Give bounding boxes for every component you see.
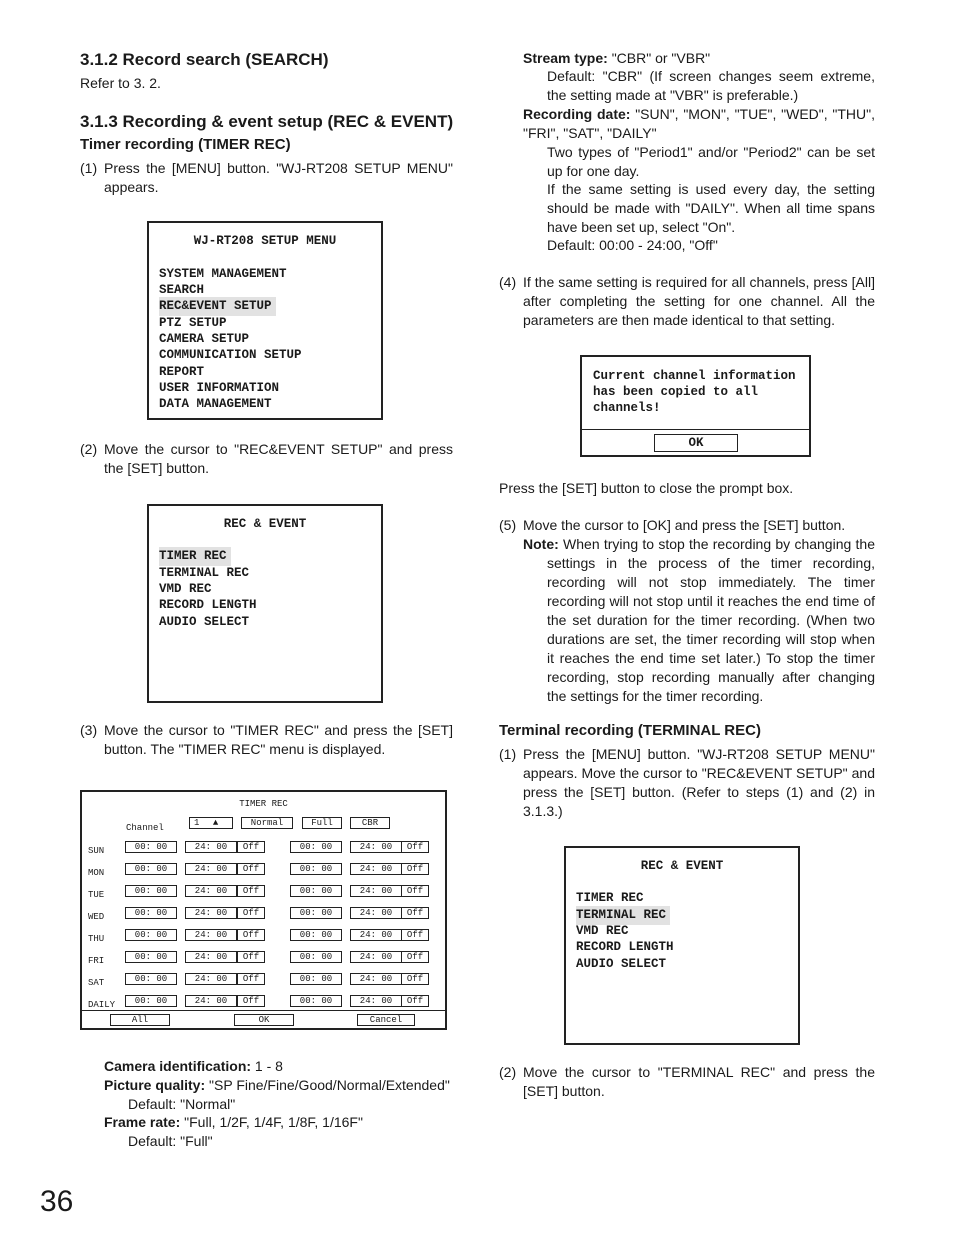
cell-p1-end[interactable]: 24: 00	[185, 951, 237, 963]
search-refer-text: Refer to 3. 2.	[80, 75, 161, 91]
cell-p2-toggle[interactable]: Off	[401, 995, 429, 1007]
cell-p1-end[interactable]: 24: 00	[185, 995, 237, 1007]
recording-date-value: "SUN", "MON", "TUE", "WED", "THU", "FRI", "SAT", "DAILY"	[523, 106, 875, 141]
menu-item-communication-setup[interactable]: COMMUNICATION SETUP	[159, 348, 302, 362]
cancel-button[interactable]: Cancel	[357, 1014, 415, 1026]
stream-type-default: Default: "CBR" (If screen changes seem extreme, the setting made at "VBR" is preferable.)	[547, 68, 875, 103]
row-day-label: SUN	[88, 846, 105, 856]
step-1	[80, 159, 453, 199]
cell-p1-start[interactable]: 00: 00	[125, 973, 177, 985]
menu-item-user-information[interactable]: USER INFORMATION	[159, 381, 280, 395]
step-text: Move the cursor to "TERMINAL REC" and press the [SET] button.	[523, 1064, 875, 1099]
step-number: (1)	[80, 160, 98, 176]
cell-p1-start[interactable]: 00: 00	[125, 885, 177, 897]
menu-item-vmd-rec[interactable]: VMD REC	[576, 924, 629, 938]
timer-rec-screen	[80, 790, 447, 1030]
cell-p2-end[interactable]: 24: 00	[350, 907, 402, 919]
stream-type-value: "CBR" or "VBR"	[607, 50, 711, 66]
row-day-label: WED	[88, 912, 105, 922]
menu-item-record-length[interactable]: RECORD LENGTH	[159, 598, 257, 612]
picture-quality-label: Picture quality:	[104, 1077, 206, 1093]
copy-dialog	[580, 355, 811, 457]
frame-rate-default: Default: "Full"	[128, 1133, 213, 1149]
menu-item-ptz-setup[interactable]: PTZ SETUP	[159, 316, 227, 330]
row-day-label: DAILY	[88, 1000, 116, 1010]
cell-p2-start[interactable]: 00: 00	[290, 995, 342, 1007]
cell-p1-toggle[interactable]: Off	[237, 995, 265, 1007]
cell-p2-toggle[interactable]: Off	[401, 929, 429, 941]
setup-menu-title: WJ-RT208 SETUP MENU	[193, 234, 337, 248]
cell-p1-toggle[interactable]: Off	[237, 885, 265, 897]
cam-id-def	[104, 1057, 464, 1076]
step-number: (2)	[80, 441, 98, 457]
cell-p1-toggle[interactable]: Off	[237, 973, 265, 985]
recording-date-label: Recording date:	[523, 106, 631, 122]
cell-p2-toggle[interactable]: Off	[401, 885, 429, 897]
cell-p2-end[interactable]: 24: 00	[350, 973, 402, 985]
timer-rec-title: TIMER REC	[239, 799, 288, 809]
row-day-label: TUE	[88, 890, 105, 900]
picture-quality-def	[104, 1076, 464, 1095]
frame-rate-value: "Full, 1/2F, 1/4F, 1/8F, 1/16F"	[180, 1114, 363, 1130]
menu-item-data-management[interactable]: DATA MANAGEMENT	[159, 397, 272, 411]
recording-date-p2: If the same setting is used every day, the setting should be made with "DAILY". When all time spans have been set up, select "On".	[547, 181, 875, 235]
cell-p1-start[interactable]: 00: 00	[125, 841, 177, 853]
cell-p1-toggle[interactable]: Off	[237, 951, 265, 963]
cell-p2-start[interactable]: 00: 00	[290, 863, 342, 875]
terminal-step-1	[499, 745, 875, 825]
cell-p1-start[interactable]: 00: 00	[125, 907, 177, 919]
step-3	[80, 721, 453, 761]
rec-event-menu-screen-2	[564, 846, 800, 1045]
cell-p2-end[interactable]: 24: 00	[350, 995, 402, 1007]
divider	[582, 429, 809, 430]
dialog-ok-button[interactable]: OK	[654, 434, 738, 452]
recording-date-p1: Two types of "Period1" and/or "Period2" can be set up for one day.	[547, 144, 875, 179]
row-day-label: FRI	[88, 956, 105, 966]
step-number: (5)	[499, 517, 517, 533]
step-text: Press the [MENU] button. "WJ-RT208 SETUP MENU" appears.	[104, 160, 453, 195]
channel-label: Channel	[126, 823, 164, 833]
setup-menu-screen	[147, 221, 383, 420]
cell-p1-start[interactable]: 00: 00	[125, 951, 177, 963]
copy-dialog-message: Current channel information has been copied to all channels!	[593, 369, 796, 415]
section-heading-search: 3.1.2 Record search (SEARCH)	[80, 50, 329, 69]
cell-p2-toggle[interactable]: Off	[401, 907, 429, 919]
stream-type-def	[523, 49, 875, 68]
quality-select[interactable]: Normal	[241, 817, 293, 829]
cell-p2-start[interactable]: 00: 00	[290, 907, 342, 919]
stream-type-label: Stream type:	[523, 50, 608, 66]
step-text: If the same setting is required for all channels, press [All] after completing the setting for one channel. All the parameters are then made identical to that setting.	[523, 274, 875, 328]
all-button[interactable]: All	[110, 1014, 170, 1026]
cell-p2-toggle[interactable]: Off	[401, 973, 429, 985]
divider	[82, 1010, 445, 1011]
cell-p2-end[interactable]: 24: 00	[350, 951, 402, 963]
row-day-label: MON	[88, 868, 105, 878]
recording-date-default: Default: 00:00 - 24:00, "Off"	[547, 237, 718, 253]
cell-p1-end[interactable]: 24: 00	[185, 907, 237, 919]
step-text: Press the [MENU] button. "WJ-RT208 SETUP MENU" appears. Move the cursor to "REC&EVENT SETUP" and press the [SET] button. (Refer to steps (1) and (2) in 3.1.3.)	[523, 746, 875, 819]
subheading-timer-rec: Timer recording (TIMER REC)	[80, 136, 291, 153]
cell-p1-toggle[interactable]: Off	[237, 929, 265, 941]
step-number: (4)	[499, 274, 517, 290]
cell-p1-end[interactable]: 24: 00	[185, 929, 237, 941]
menu-item-audio-select[interactable]: AUDIO SELECT	[576, 957, 667, 971]
step-text: Move the cursor to [OK] and press the [SET] button.	[523, 517, 846, 533]
cell-p2-end[interactable]: 24: 00	[350, 929, 402, 941]
menu-item-terminal-rec[interactable]: TERMINAL REC	[159, 566, 250, 580]
frame-rate-select[interactable]: Full	[302, 817, 342, 829]
cam-id-label: Camera identification:	[104, 1058, 252, 1074]
cell-p1-toggle[interactable]: Off	[237, 841, 265, 853]
cell-p1-start[interactable]: 00: 00	[125, 929, 177, 941]
section-heading-rec-event: 3.1.3 Recording & event setup (REC & EVENT)	[80, 112, 454, 131]
press-set-text: Press the [SET] button to close the prompt box.	[499, 480, 794, 496]
menu-item-audio-select[interactable]: AUDIO SELECT	[159, 615, 250, 629]
menu-item-search[interactable]: SEARCH	[159, 283, 205, 297]
menu-item-system-management[interactable]: SYSTEM MANAGEMENT	[159, 267, 287, 281]
channel-value: 1	[194, 818, 200, 828]
step-4	[499, 273, 875, 333]
row-day-label: SAT	[88, 978, 105, 988]
recording-date-def	[523, 105, 875, 143]
cell-p2-start[interactable]: 00: 00	[290, 973, 342, 985]
menu-item-timer-rec[interactable]: TIMER REC	[576, 891, 644, 905]
rec-event-menu-screen	[147, 504, 383, 703]
note-label: Note:	[523, 536, 559, 552]
step-text: Move the cursor to "REC&EVENT SETUP" and press the [SET] button.	[104, 441, 453, 476]
note	[523, 535, 875, 706]
cam-id-value: 1 - 8	[251, 1058, 283, 1074]
cell-p2-toggle[interactable]: Off	[401, 863, 429, 875]
channel-arrow-icon: ▲	[212, 818, 219, 828]
picture-quality-default: Default: "Normal"	[128, 1096, 236, 1112]
frame-rate-label: Frame rate:	[104, 1114, 181, 1130]
picture-quality-value: "SP Fine/Fine/Good/Normal/Extended"	[205, 1077, 450, 1093]
ok-button[interactable]: OK	[234, 1014, 294, 1026]
menu-item-report[interactable]: REPORT	[159, 365, 205, 379]
subheading-terminal-rec: Terminal recording (TERMINAL REC)	[499, 722, 761, 739]
cell-p1-start[interactable]: 00: 00	[125, 863, 177, 875]
cell-p1-end[interactable]: 24: 00	[185, 863, 237, 875]
menu-item-camera-setup[interactable]: CAMERA SETUP	[159, 332, 250, 346]
menu-item-vmd-rec[interactable]: VMD REC	[159, 582, 212, 596]
page-number: 36	[40, 1185, 74, 1218]
step-number: (3)	[80, 722, 98, 738]
step-5	[499, 516, 875, 536]
cell-p1-end[interactable]: 24: 00	[185, 973, 237, 985]
rec-event-title: REC & EVENT	[640, 859, 724, 873]
cell-p1-toggle[interactable]: Off	[237, 863, 265, 875]
cell-p2-end[interactable]: 24: 00	[350, 841, 402, 853]
cell-p2-toggle[interactable]: Off	[401, 841, 429, 853]
step-number: (2)	[499, 1064, 517, 1080]
cell-p1-start[interactable]: 00: 00	[125, 995, 177, 1007]
menu-item-rec-event-setup[interactable]: REC&EVENT SETUP	[159, 297, 276, 316]
cell-p2-end[interactable]: 24: 00	[350, 863, 402, 875]
frame-rate-def	[104, 1113, 464, 1132]
cell-p2-start[interactable]: 00: 00	[290, 951, 342, 963]
menu-item-record-length[interactable]: RECORD LENGTH	[576, 940, 674, 954]
step-2	[80, 440, 453, 480]
menu-item-terminal-rec[interactable]: TERMINAL REC	[576, 906, 670, 925]
channel-select[interactable]	[189, 817, 233, 829]
step-number: (1)	[499, 746, 517, 762]
cell-p2-start[interactable]: 00: 00	[290, 885, 342, 897]
step-text: Move the cursor to "TIMER REC" and press the [SET] button. The "TIMER REC" menu is displayed.	[104, 722, 453, 757]
rec-event-title: REC & EVENT	[223, 517, 307, 531]
cell-p2-start[interactable]: 00: 00	[290, 841, 342, 853]
cell-p2-start[interactable]: 00: 00	[290, 929, 342, 941]
cell-p2-end[interactable]: 24: 00	[350, 885, 402, 897]
menu-item-timer-rec[interactable]: TIMER REC	[159, 547, 231, 566]
cell-p1-toggle[interactable]: Off	[237, 907, 265, 919]
note-text: When trying to stop the recording by changing the settings in the process of the timer recording, recording will not stop immediately. The timer recording will not stop until it reaches the end time of the set duration for the timer recording. (When two durations are set, the timer recording will stop when it reaches the end time set later.) To stop the timer recording, stop recording manually after changing the settings for the timer recording.	[547, 536, 875, 704]
row-day-label: THU	[88, 934, 105, 944]
cell-p1-end[interactable]: 24: 00	[185, 841, 237, 853]
cell-p1-end[interactable]: 24: 00	[185, 885, 237, 897]
stream-select[interactable]: CBR	[350, 817, 390, 829]
cell-p2-toggle[interactable]: Off	[401, 951, 429, 963]
terminal-step-2	[499, 1063, 875, 1103]
